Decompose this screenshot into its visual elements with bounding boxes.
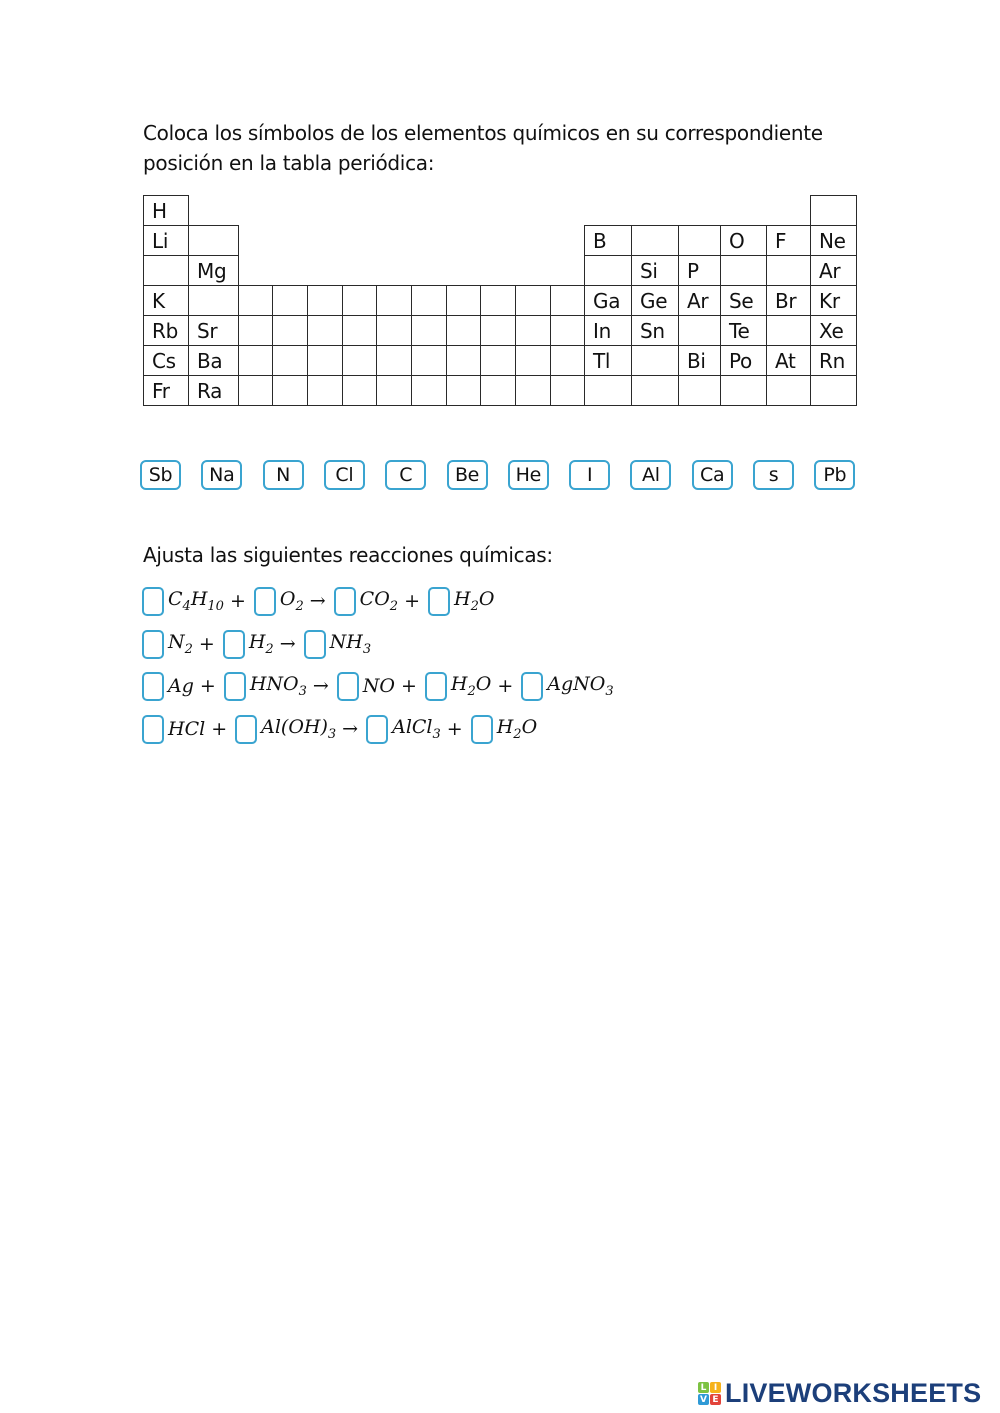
chemical-formula: [497, 716, 537, 742]
table-cell-p3-g2[interactable]: [188, 255, 239, 286]
table-cell-p7-g14[interactable]: [631, 375, 679, 406]
table-cell-p2-g14[interactable]: [631, 225, 679, 256]
element-symbol: Cs: [152, 349, 176, 373]
equation-4: [140, 712, 537, 746]
drag-option-n[interactable]: N: [263, 460, 304, 490]
element-symbol: Ar: [819, 259, 841, 283]
chemical-formula: [547, 673, 613, 699]
element-symbol: P: [687, 259, 699, 283]
table-cell-p6-g7[interactable]: [376, 345, 412, 376]
formula-text: NO: [362, 675, 395, 697]
table-cell-p6-g3[interactable]: [238, 345, 273, 376]
table-cell-p4-g17[interactable]: [766, 285, 811, 316]
coefficient-input-eq4-1[interactable]: [142, 715, 164, 744]
table-cell-p6-g9[interactable]: [446, 345, 481, 376]
element-symbol: Xe: [819, 319, 844, 343]
table-cell-p6-g5[interactable]: [307, 345, 343, 376]
equation-2: [140, 627, 371, 661]
plus-sign: +: [497, 675, 514, 697]
element-symbol: Li: [152, 229, 169, 253]
table-cell-p3-g15[interactable]: [678, 255, 721, 286]
table-cell-p7-g7[interactable]: [376, 375, 412, 406]
table-cell-p1-g18[interactable]: [810, 195, 857, 226]
formula-text: N: [168, 631, 185, 654]
table-cell-p7-g17[interactable]: [766, 375, 811, 406]
chemical-formula: [168, 718, 205, 740]
element-symbol: Ge: [640, 289, 668, 313]
table-cell-p4-g4[interactable]: [272, 285, 308, 316]
subscript: 10: [207, 598, 224, 614]
element-symbol: Kr: [819, 289, 840, 313]
table-cell-p7-g1[interactable]: [143, 375, 189, 406]
element-symbol: Ba: [197, 349, 223, 373]
table-cell-p7-g6[interactable]: [342, 375, 377, 406]
coefficient-input-eq2-1[interactable]: [142, 630, 164, 659]
table-cell-p4-g15[interactable]: [678, 285, 721, 316]
table-cell-p6-g15[interactable]: [678, 345, 721, 376]
element-symbol: Br: [775, 289, 797, 313]
table-cell-p4-g1[interactable]: [143, 285, 189, 316]
liveworksheets-brand: [698, 1378, 981, 1409]
arrow-icon: →: [342, 718, 359, 740]
formula-text: O: [478, 588, 495, 611]
coefficient-input-eq3-2[interactable]: [224, 672, 246, 701]
table-cell-p7-g18[interactable]: [810, 375, 857, 406]
drag-option-he[interactable]: He: [508, 460, 549, 490]
table-cell-p7-g11[interactable]: [515, 375, 551, 406]
table-cell-p3-g17[interactable]: [766, 255, 811, 286]
table-cell-p6-g17[interactable]: [766, 345, 811, 376]
chemical-formula: [168, 588, 224, 614]
table-cell-p5-g13[interactable]: [584, 315, 632, 346]
chemical-formula: [360, 588, 398, 614]
table-cell-p5-g8[interactable]: [411, 315, 447, 346]
element-symbol: At: [775, 349, 796, 373]
table-cell-p5-g5[interactable]: [307, 315, 343, 346]
element-symbol: Ga: [593, 289, 621, 313]
chemical-formula: [454, 588, 494, 614]
element-symbol: Ar: [687, 289, 709, 313]
subscript: 2: [295, 598, 304, 614]
table-cell-p5-g2[interactable]: [188, 315, 239, 346]
chemical-formula: [250, 673, 307, 699]
coefficient-input-eq4-2[interactable]: [235, 715, 257, 744]
element-symbol: Se: [729, 289, 754, 313]
table-cell-p5-g9[interactable]: [446, 315, 481, 346]
table-cell-p5-g3[interactable]: [238, 315, 273, 346]
table-cell-p7-g15[interactable]: [678, 375, 721, 406]
table-cell-p6-g12[interactable]: [550, 345, 585, 376]
table-cell-p4-g2[interactable]: [188, 285, 239, 316]
equation-3: [140, 669, 614, 703]
table-cell-p7-g5[interactable]: [307, 375, 343, 406]
table-cell-p6-g6[interactable]: [342, 345, 377, 376]
plus-sign: +: [446, 718, 463, 740]
subscript: 2: [265, 641, 274, 657]
element-symbol: Bi: [687, 349, 706, 373]
table-cell-p4-g11[interactable]: [515, 285, 551, 316]
element-symbol: Fr: [152, 379, 170, 403]
subscript: 2: [467, 683, 476, 699]
table-cell-p6-g13[interactable]: [584, 345, 632, 376]
chemical-formula: [168, 631, 193, 657]
element-symbol: H: [152, 199, 167, 223]
table-cell-p7-g4[interactable]: [272, 375, 308, 406]
table-cell-p5-g18[interactable]: [810, 315, 857, 346]
chemical-formula: [249, 631, 274, 657]
table-cell-p5-g17[interactable]: [766, 315, 811, 346]
subscript: 4: [182, 598, 191, 614]
table-cell-p4-g5[interactable]: [307, 285, 343, 316]
table-cell-p4-g8[interactable]: [411, 285, 447, 316]
table-cell-p2-g2[interactable]: [188, 225, 239, 256]
subscript: 3: [298, 683, 307, 699]
formula-text: Ag: [168, 675, 194, 697]
chemical-formula: [168, 675, 194, 697]
logo-letter-tile: E: [710, 1394, 721, 1405]
table-cell-p6-g1[interactable]: [143, 345, 189, 376]
formula-text: H: [453, 588, 471, 611]
table-cell-p7-g8[interactable]: [411, 375, 447, 406]
table-cell-p4-g14[interactable]: [631, 285, 679, 316]
element-symbol: Sr: [197, 319, 218, 343]
table-cell-p4-g10[interactable]: [480, 285, 516, 316]
table-cell-p7-g16[interactable]: [720, 375, 767, 406]
drag-option-na[interactable]: Na: [201, 460, 242, 490]
logo-letter-tile: V: [698, 1394, 709, 1405]
drag-option-cl[interactable]: Cl: [324, 460, 365, 490]
instruction-equations: Ajusta las siguientes reacciones químicas:: [143, 543, 553, 567]
chemical-formula: [330, 631, 371, 657]
subscript: 2: [470, 598, 479, 614]
coefficient-input-eq4-3[interactable]: [366, 715, 388, 744]
table-cell-p2-g13[interactable]: [584, 225, 632, 256]
formula-text: AlCl: [392, 716, 433, 739]
plus-sign: +: [211, 718, 228, 740]
chemical-formula: [261, 716, 336, 742]
table-cell-p4-g16[interactable]: [720, 285, 767, 316]
formula-text: HNO: [249, 673, 299, 696]
arrow-icon: →: [309, 590, 326, 612]
table-cell-p7-g12[interactable]: [550, 375, 585, 406]
subscript: 3: [362, 641, 372, 657]
plus-sign: +: [198, 633, 215, 655]
element-symbol: B: [593, 229, 607, 253]
coefficient-input-eq2-3[interactable]: [304, 630, 326, 659]
chemical-formula: [451, 673, 491, 699]
table-cell-p5-g1[interactable]: [143, 315, 189, 346]
element-symbol: Si: [640, 259, 658, 283]
formula-text: CO: [359, 588, 390, 611]
table-cell-p5-g4[interactable]: [272, 315, 308, 346]
table-cell-p6-g11[interactable]: [515, 345, 551, 376]
element-symbol: Te: [729, 319, 750, 343]
element-symbol: Po: [729, 349, 752, 373]
formula-text: O: [475, 673, 492, 696]
table-cell-p5-g10[interactable]: [480, 315, 516, 346]
table-cell-p4-g9[interactable]: [446, 285, 481, 316]
coefficient-input-eq4-4[interactable]: [471, 715, 493, 744]
table-cell-p2-g15[interactable]: [678, 225, 721, 256]
drag-option-ca[interactable]: Ca: [692, 460, 733, 490]
coefficient-input-eq1-4[interactable]: [428, 587, 450, 616]
drag-option-pb[interactable]: Pb: [814, 460, 855, 490]
table-cell-p3-g16[interactable]: [720, 255, 767, 286]
table-cell-p5-g12[interactable]: [550, 315, 585, 346]
coefficient-input-eq3-1[interactable]: [142, 672, 164, 701]
subscript: 2: [389, 598, 399, 614]
table-cell-p2-g16[interactable]: [720, 225, 767, 256]
chemical-formula: [363, 675, 395, 697]
table-cell-p5-g11[interactable]: [515, 315, 551, 346]
coefficient-input-eq2-2[interactable]: [223, 630, 245, 659]
plus-sign: +: [229, 590, 246, 612]
drag-option-al[interactable]: Al: [630, 460, 671, 490]
element-symbol: Rn: [819, 349, 845, 373]
table-cell-p6-g4[interactable]: [272, 345, 308, 376]
table-cell-p5-g14[interactable]: [631, 315, 679, 346]
chemical-formula: [392, 716, 441, 742]
table-cell-p4-g7[interactable]: [376, 285, 412, 316]
coefficient-input-eq1-1[interactable]: [142, 587, 164, 616]
table-cell-p4-g18[interactable]: [810, 285, 857, 316]
formula-text: HCl: [168, 718, 206, 740]
table-cell-p6-g16[interactable]: [720, 345, 767, 376]
element-symbol: Tl: [593, 349, 611, 373]
logo-letter-tile: I: [710, 1382, 721, 1393]
drag-option-be[interactable]: Be: [447, 460, 488, 490]
brand-text: LIVEWORKSHEETS: [725, 1378, 982, 1408]
formula-text: O: [279, 588, 296, 611]
table-cell-p5-g16[interactable]: [720, 315, 767, 346]
plus-sign: +: [401, 675, 417, 697]
logo-letter-tile: L: [698, 1382, 709, 1393]
liveworksheets-logo-icon: [698, 1382, 721, 1405]
plus-sign: +: [199, 675, 216, 697]
formula-text: AgNO: [547, 673, 606, 696]
table-cell-p5-g6[interactable]: [342, 315, 377, 346]
table-cell-p7-g3[interactable]: [238, 375, 273, 406]
table-cell-p1-g1[interactable]: [143, 195, 189, 226]
table-cell-p6-g8[interactable]: [411, 345, 447, 376]
table-cell-p5-g15[interactable]: [678, 315, 721, 346]
coefficient-input-eq3-4[interactable]: [425, 672, 447, 701]
element-symbol: Mg: [197, 259, 227, 283]
formula-text: NH: [329, 631, 363, 654]
element-symbol: F: [775, 229, 787, 253]
element-symbol: O: [729, 229, 745, 253]
table-cell-p2-g17[interactable]: [766, 225, 811, 256]
table-cell-p5-g7[interactable]: [376, 315, 412, 346]
subscript: 2: [513, 726, 522, 742]
instruction-periodic-table: Coloca los símbolos de los elementos químicos en su correspondiente posición en la tabla periódica:: [143, 121, 823, 175]
element-symbol: Ne: [819, 229, 846, 253]
formula-text: H: [190, 588, 208, 611]
subscript: 3: [327, 726, 337, 742]
table-cell-p3-g18[interactable]: [810, 255, 857, 286]
subscript: 3: [605, 683, 614, 699]
drag-option-sb[interactable]: Sb: [140, 460, 181, 490]
table-cell-p7-g2[interactable]: [188, 375, 239, 406]
table-cell-p6-g2[interactable]: [188, 345, 239, 376]
subscript: 3: [432, 726, 441, 742]
formula-text: O: [521, 716, 538, 739]
formula-text: H: [248, 631, 266, 654]
table-cell-p4-g3[interactable]: [238, 285, 273, 316]
table-cell-p6-g18[interactable]: [810, 345, 857, 376]
arrow-icon: →: [312, 675, 329, 697]
arrow-icon: →: [279, 633, 296, 655]
coefficient-input-eq1-2[interactable]: [254, 587, 276, 616]
table-cell-p3-g1[interactable]: [143, 255, 189, 286]
element-symbol: K: [152, 289, 165, 313]
drag-option-i[interactable]: I: [569, 460, 610, 490]
element-symbol: Sn: [640, 319, 665, 343]
formula-text: H: [450, 673, 468, 696]
table-cell-p4-g12[interactable]: [550, 285, 585, 316]
coefficient-input-eq3-5[interactable]: [521, 672, 543, 701]
table-cell-p2-g18[interactable]: [810, 225, 857, 256]
table-cell-p7-g9[interactable]: [446, 375, 481, 406]
formula-text: C: [168, 588, 183, 611]
table-cell-p4-g6[interactable]: [342, 285, 377, 316]
table-cell-p2-g1[interactable]: [143, 225, 189, 256]
table-cell-p6-g14[interactable]: [631, 345, 679, 376]
table-cell-p3-g14[interactable]: [631, 255, 679, 286]
table-cell-p7-g10[interactable]: [480, 375, 516, 406]
formula-text: Al(OH): [261, 716, 328, 739]
drag-option-c[interactable]: C: [385, 460, 426, 490]
table-cell-p3-g13[interactable]: [584, 255, 632, 286]
subscript: 2: [184, 641, 193, 657]
element-symbol: Ra: [197, 379, 223, 403]
equation-1: [140, 584, 494, 618]
coefficient-input-eq1-3[interactable]: [334, 587, 356, 616]
chemical-formula: [280, 588, 304, 614]
formula-text: H: [496, 716, 514, 739]
drag-option-s[interactable]: s: [753, 460, 794, 490]
table-cell-p6-g10[interactable]: [480, 345, 516, 376]
coefficient-input-eq3-3[interactable]: [337, 672, 359, 701]
table-cell-p4-g13[interactable]: [584, 285, 632, 316]
table-cell-p7-g13[interactable]: [584, 375, 632, 406]
element-symbol: In: [593, 319, 611, 343]
element-symbol: Rb: [152, 319, 178, 343]
plus-sign: +: [404, 590, 420, 612]
